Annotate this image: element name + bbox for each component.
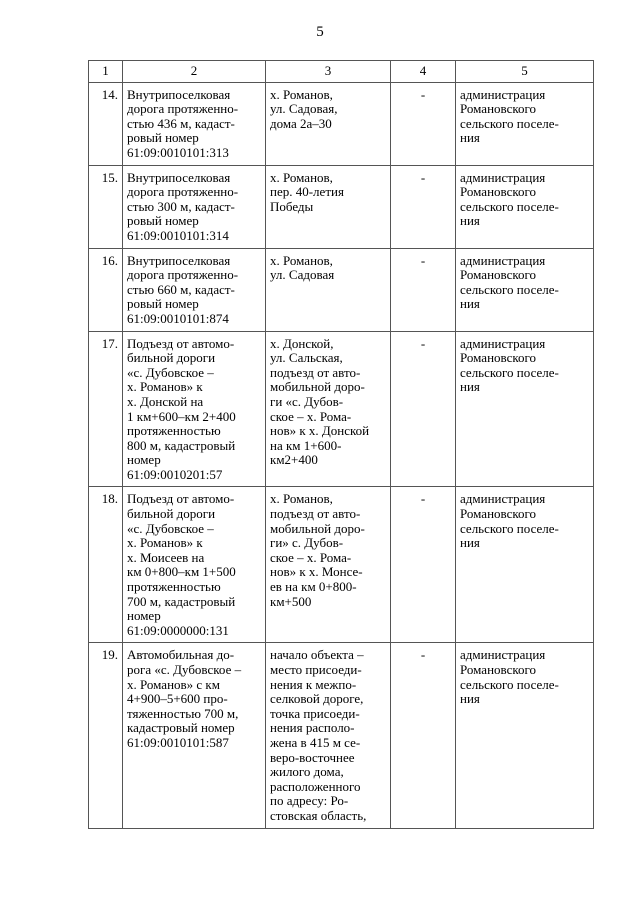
cell-line: нов» к х. Монсе-: [270, 564, 363, 580]
location-cell: [266, 331, 391, 487]
cell-line: на км 1+600-: [270, 437, 342, 453]
cell-line: администрация: [460, 335, 546, 351]
location-cell: [266, 643, 391, 828]
object-name-cell: [123, 248, 266, 331]
owner-cell: [456, 248, 594, 331]
cell-line: 1 км+600–км 2+400: [127, 408, 236, 424]
table-row: [89, 248, 594, 331]
cell-line: дома 2а–30: [270, 115, 332, 131]
cell-line: х. Донской,: [270, 335, 334, 351]
cell-line: тяженностью 700 м,: [127, 705, 239, 721]
cell-line: «с. Дубовское –: [127, 520, 214, 536]
location-cell: [266, 487, 391, 643]
owner-cell: [456, 82, 594, 165]
object-name-cell: [123, 643, 266, 828]
table-row: [89, 331, 594, 487]
location-cell: [266, 165, 391, 248]
cell-line: ровый номер: [127, 130, 199, 146]
cell-line: х. Романов» с км: [127, 676, 220, 692]
object-name-cell: [123, 331, 266, 487]
cell-line: подъезд от авто-: [270, 364, 361, 380]
cell-line: км+500: [270, 593, 312, 609]
cell-line: ния: [460, 691, 480, 707]
cell-line: номер: [127, 608, 161, 624]
cell-line: х. Романов,: [270, 491, 333, 507]
location-cell: [266, 82, 391, 165]
cell-line: Внутрипоселковая: [127, 86, 231, 102]
cell-line: ровый номер: [127, 296, 199, 312]
cell-line: веро-восточнее: [270, 749, 355, 765]
row-number: 19.: [89, 643, 123, 828]
cell-line: 61:09:0010201:57: [127, 466, 223, 482]
cell-line: х. Романов,: [270, 169, 333, 185]
cell-line: стовская область,: [270, 807, 367, 823]
cell-line: мобильной доро-: [270, 520, 365, 536]
cell-line: рога «с. Дубовское –: [127, 662, 242, 677]
owner-cell: [456, 165, 594, 248]
cell-line: ния: [460, 535, 480, 551]
cell-line: бильной дороги: [127, 350, 216, 366]
row-number: 18.: [89, 487, 123, 643]
cell-line: протяженностью: [127, 579, 221, 595]
cell-line: Подъезд от автомо-: [127, 491, 235, 507]
column-header: 3: [266, 61, 391, 83]
cell-line: «с. Дубовское –: [127, 364, 214, 380]
cell-line: нения к межпо-: [270, 676, 357, 692]
cell-line: дорога протяженно-: [127, 267, 239, 283]
cell-line: 700 м, кадастровый: [127, 593, 236, 609]
column-4-cell: -: [391, 487, 456, 643]
cell-line: ев на км 0+800-: [270, 579, 357, 595]
cell-line: администрация: [460, 491, 546, 507]
cell-line: 61:09:0010101:874: [127, 310, 229, 326]
cell-line: Романовского: [460, 267, 537, 283]
cell-line: нов» к х. Донской: [270, 423, 370, 439]
column-header: 5: [456, 61, 594, 83]
cell-line: Победы: [270, 198, 314, 214]
cell-line: х. Романов» к: [127, 535, 203, 551]
owner-cell: [456, 331, 594, 487]
cell-line: протяженностью: [127, 423, 221, 439]
cell-line: 61:09:0000000:131: [127, 622, 229, 638]
table-header-row: [89, 61, 594, 83]
cell-line: подъезд от авто-: [270, 506, 361, 522]
cell-line: стью 436 м, кадаст-: [127, 115, 235, 131]
cell-line: точка присоеди-: [270, 705, 360, 721]
cell-line: администрация: [460, 252, 546, 268]
cell-line: Романовского: [460, 350, 537, 366]
cell-line: ния: [460, 379, 480, 395]
cell-line: администрация: [460, 86, 546, 102]
cell-line: ния: [460, 130, 480, 146]
cell-line: Романовского: [460, 101, 537, 117]
cell-line: х. Романов» к: [127, 379, 203, 395]
cell-line: администрация: [460, 169, 546, 185]
row-number: 14.: [89, 82, 123, 165]
object-name-cell: [123, 82, 266, 165]
row-number: 17.: [89, 331, 123, 487]
column-4-cell: -: [391, 248, 456, 331]
cell-line: сельского поселе-: [460, 281, 559, 297]
column-4-cell: -: [391, 165, 456, 248]
cell-line: селковой дороге,: [270, 691, 364, 707]
cell-line: ния: [460, 213, 480, 229]
cell-line: место присоеди-: [270, 662, 362, 677]
cell-line: 4+900–5+600 про-: [127, 691, 228, 707]
cell-line: Романовского: [460, 184, 537, 200]
cell-line: ги» с. Дубов-: [270, 535, 344, 551]
location-cell: [266, 248, 391, 331]
cell-line: сельского поселе-: [460, 520, 559, 536]
object-name-cell: [123, 487, 266, 643]
cell-line: дорога протяженно-: [127, 101, 239, 117]
cell-line: начало объекта –: [270, 647, 364, 663]
cell-line: сельского поселе-: [460, 364, 559, 380]
cell-line: нения располо-: [270, 720, 355, 736]
cell-line: 61:09:0010101:587: [127, 734, 229, 750]
cell-line: ул. Садовая,: [270, 101, 338, 117]
cell-line: Внутрипоселковая: [127, 252, 231, 268]
owner-cell: [456, 643, 594, 828]
cell-line: 61:09:0010101:314: [127, 227, 229, 243]
cell-line: ское – х. Рома-: [270, 408, 352, 424]
cell-line: х. Романов,: [270, 252, 333, 268]
cell-line: Подъезд от автомо-: [127, 335, 235, 351]
cell-line: Романовского: [460, 506, 537, 522]
cell-line: Внутрипоселковая: [127, 169, 231, 185]
cell-line: х. Моисеев на: [127, 549, 205, 565]
cell-line: 800 м, кадастровый: [127, 437, 236, 453]
cell-line: сельского поселе-: [460, 198, 559, 214]
row-number: 15.: [89, 165, 123, 248]
column-4-cell: -: [391, 331, 456, 487]
cell-line: ул. Сальская,: [270, 350, 343, 366]
cell-line: х. Донской на: [127, 393, 204, 409]
cell-line: сельского поселе-: [460, 115, 559, 131]
cell-line: ния: [460, 296, 480, 312]
cell-line: номер: [127, 452, 161, 468]
cell-line: х. Романов,: [270, 86, 333, 102]
column-header: 4: [391, 61, 456, 83]
cell-line: Романовского: [460, 662, 537, 677]
column-4-cell: -: [391, 643, 456, 828]
page-number: 5: [316, 24, 324, 40]
cell-line: стью 660 м, кадаст-: [127, 281, 235, 297]
cell-line: пер. 40-летия: [270, 184, 344, 200]
table-row: [89, 165, 594, 248]
cell-line: жилого дома,: [270, 764, 344, 780]
cell-line: сельского поселе-: [460, 676, 559, 692]
column-header: 1: [89, 61, 123, 83]
cell-line: дорога протяженно-: [127, 184, 239, 200]
cell-line: км2+400: [270, 452, 318, 468]
cell-line: км 0+800–км 1+500: [127, 564, 236, 580]
column-4-cell: -: [391, 82, 456, 165]
table-row: [89, 487, 594, 643]
cell-line: мобильной доро-: [270, 379, 365, 395]
objects-table: [88, 60, 594, 829]
cell-line: жена в 415 м се-: [270, 734, 361, 750]
cell-line: по адресу: Ро-: [270, 793, 349, 809]
cell-line: Автомобильная до-: [127, 647, 235, 663]
cell-line: ровый номер: [127, 213, 199, 229]
table-row: [89, 643, 594, 828]
owner-cell: [456, 487, 594, 643]
cell-line: администрация: [460, 647, 546, 663]
cell-line: расположенного: [270, 778, 361, 794]
table-row: [89, 82, 594, 165]
cell-line: кадастровый номер: [127, 720, 235, 736]
row-number: 16.: [89, 248, 123, 331]
object-name-cell: [123, 165, 266, 248]
cell-line: ул. Садовая: [270, 267, 335, 283]
cell-line: бильной дороги: [127, 506, 216, 522]
cell-line: ское – х. Рома-: [270, 549, 352, 565]
cell-line: 61:09:0010101:313: [127, 144, 229, 160]
cell-line: стью 300 м, кадаст-: [127, 198, 235, 214]
cell-line: ги «с. Дубов-: [270, 393, 344, 409]
column-header: 2: [123, 61, 266, 83]
